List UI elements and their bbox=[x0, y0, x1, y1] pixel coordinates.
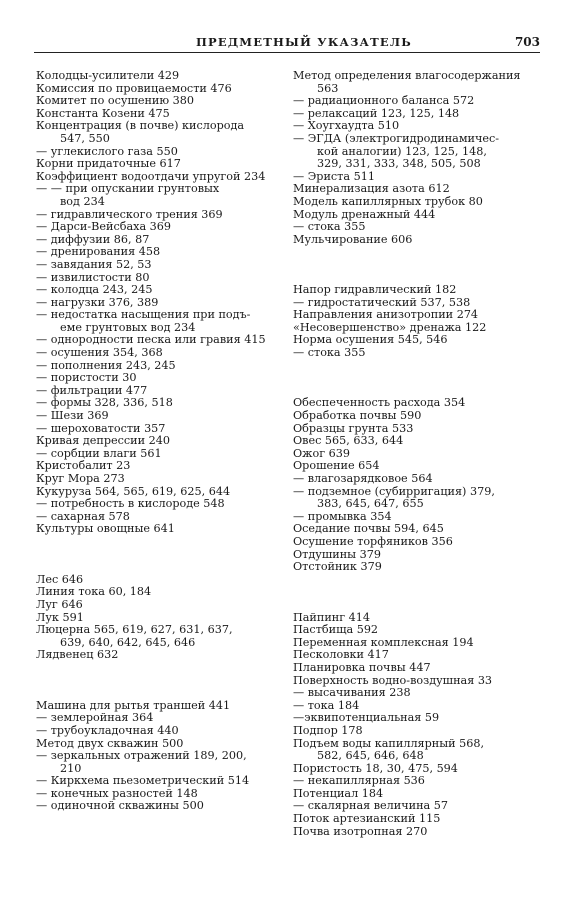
index-entry: — фильтрации 477 bbox=[36, 383, 148, 397]
index-entry: Пористость 18, 30, 475, 594 bbox=[293, 761, 458, 775]
index-entry: Пайпинг 414 bbox=[293, 610, 371, 624]
index-entry: — пористости 30 bbox=[36, 371, 137, 385]
index-column-left bbox=[36, 70, 276, 813]
section-gap bbox=[36, 662, 276, 700]
index-entry: Комиссия по провицаемости 476 bbox=[36, 81, 232, 95]
section-gap bbox=[36, 536, 276, 574]
index-entry: — — при опускании грунтовых bbox=[36, 182, 220, 196]
index-entry: — зеркальных отражений 189, 200, bbox=[36, 749, 247, 763]
index-entry-continuation: 639, 640, 642, 645, 646 bbox=[60, 635, 196, 649]
index-entry: — осушения 354, 368 bbox=[36, 346, 163, 360]
index-entry: Почва изотропная 270 bbox=[293, 824, 428, 838]
index-entry: Кривая депрессии 240 bbox=[36, 434, 170, 448]
index-entry: — ЭГДА (электрогидродинамичес- bbox=[293, 131, 500, 145]
index-entry: Образцы грунта 533 bbox=[293, 421, 414, 435]
index-entry: — стока 355 bbox=[293, 220, 366, 234]
index-entry: — колодца 243, 245 bbox=[36, 283, 153, 297]
index-entry: Комитет по осушению 380 bbox=[36, 94, 195, 108]
section-gap bbox=[293, 360, 541, 398]
index-entry: — извилистости 80 bbox=[36, 270, 150, 284]
index-entry: — формы 328, 336, 518 bbox=[36, 396, 173, 410]
index-entry: Концентрация (в почве) кислорода bbox=[36, 119, 245, 133]
index-entry: — влагозарядковое 564 bbox=[293, 472, 433, 486]
index-entry: Минерализация азота 612 bbox=[293, 182, 450, 196]
index-entry: — шероховатости 357 bbox=[36, 421, 166, 435]
index-entry: — скалярная величина 57 bbox=[293, 799, 448, 813]
index-entry: — промывка 354 bbox=[293, 509, 392, 523]
index-entry: Орошение 654 bbox=[293, 459, 380, 473]
index-entry: Машина для рытья траншей 441 bbox=[36, 698, 231, 712]
index-entry-continuation: еме грунтовых вод 234 bbox=[60, 320, 196, 334]
index-entry: Овес 565, 633, 644 bbox=[293, 434, 404, 448]
index-entry-continuation: вод 234 bbox=[60, 194, 105, 208]
index-entry: — некапиллярная 536 bbox=[293, 774, 425, 788]
index-entry: — Дарси-Вейсбаха 369 bbox=[36, 220, 172, 234]
index-entry: — завядания 52, 53 bbox=[36, 257, 152, 271]
index-entry: Отстойник 379 bbox=[293, 560, 382, 574]
index-entry: Кукуруза 564, 565, 619, 625, 644 bbox=[36, 484, 231, 498]
index-entry: — радиационного баланса 572 bbox=[293, 94, 475, 108]
index-entry: — Киркхема пьезометрический 514 bbox=[36, 774, 250, 788]
index-entry: — подземное (субирригация) 379, bbox=[293, 484, 495, 498]
index-entry: Лук 591 bbox=[36, 610, 84, 624]
index-entry: Поток артезианский 115 bbox=[293, 812, 441, 826]
index-entry: Напор гидравлический 182 bbox=[293, 283, 457, 297]
index-entry: —эквипотенциальная 59 bbox=[293, 711, 440, 725]
index-entry: — пополнения 243, 245 bbox=[36, 358, 176, 372]
index-entry: Переменная комплексная 194 bbox=[293, 635, 474, 649]
index-entry: — Хоугхаудта 510 bbox=[293, 119, 400, 133]
index-entry: — конечных разностей 148 bbox=[36, 786, 198, 800]
index-entry: — гидростатический 537, 538 bbox=[293, 295, 471, 309]
index-entry: — однородности песка или гравия 415 bbox=[36, 333, 266, 347]
index-entry-continuation: 383, 645, 647, 655 bbox=[317, 497, 424, 511]
index-entry: — Эриста 511 bbox=[293, 169, 375, 183]
index-entry: — высачивания 238 bbox=[293, 686, 411, 700]
index-entry: Модель капиллярных трубок 80 bbox=[293, 194, 483, 208]
index-entry-continuation: 329, 331, 333, 348, 505, 508 bbox=[317, 157, 481, 171]
section-gap bbox=[293, 574, 541, 612]
page-header-title: ПРЕДМЕТНЫЙ УКАЗАТЕЛЬ bbox=[196, 35, 412, 49]
index-entry: — дренирования 458 bbox=[36, 245, 161, 259]
index-entry: Направления анизотропии 274 bbox=[293, 308, 479, 322]
index-entry: Потенциал 184 bbox=[293, 786, 384, 800]
index-entry: — Шези 369 bbox=[36, 409, 109, 423]
index-entry: Пастбища 592 bbox=[293, 623, 379, 637]
index-entry: — стока 355 bbox=[293, 346, 366, 360]
index-entry: Культуры овощные 641 bbox=[36, 522, 175, 536]
index-entry: Корни придаточные 617 bbox=[36, 157, 181, 171]
index-entry: — потребность в кислороде 548 bbox=[36, 497, 225, 511]
index-entry: Обработка почвы 590 bbox=[293, 409, 422, 423]
index-entry: Планировка почвы 447 bbox=[293, 660, 431, 674]
index-entry: Мульчирование 606 bbox=[293, 232, 413, 246]
index-entry: Ожог 639 bbox=[293, 446, 350, 460]
index-entry: Подпор 178 bbox=[293, 723, 363, 737]
index-entry: Метод определения влагосодержания bbox=[293, 69, 521, 82]
index-entry: Подъем воды капиллярный 568, bbox=[293, 736, 485, 750]
index-entry: Кристобалит 23 bbox=[36, 459, 131, 473]
running-header bbox=[34, 32, 540, 53]
index-entry: Метод двух скважин 500 bbox=[36, 736, 184, 750]
index-entry: Оседание почвы 594, 645 bbox=[293, 522, 444, 536]
index-entry: Коэффициент водоотдачи упругой 234 bbox=[36, 169, 266, 183]
index-entry-continuation: 563 bbox=[317, 81, 339, 95]
index-entry: — диффузии 86, 87 bbox=[36, 232, 150, 246]
index-entry-continuation: кой аналогии) 123, 125, 148, bbox=[317, 144, 487, 158]
index-entry: — релаксаций 123, 125, 148 bbox=[293, 106, 460, 120]
index-entry: — углекислого газа 550 bbox=[36, 144, 178, 158]
index-entry-continuation: 547, 550 bbox=[60, 131, 110, 145]
index-entry: — нагрузки 376, 389 bbox=[36, 295, 159, 309]
index-entry: Линия тока 60, 184 bbox=[36, 585, 152, 599]
index-entry: Луг 646 bbox=[36, 597, 83, 611]
index-entry: Круг Мора 273 bbox=[36, 472, 125, 485]
index-entry: — сахарная 578 bbox=[36, 509, 130, 523]
page-number: 703 bbox=[514, 35, 540, 49]
index-entry: Лес 646 bbox=[36, 572, 84, 586]
index-entry: — трубоукладочная 440 bbox=[36, 723, 179, 737]
index-entry: Колодцы-усилители 429 bbox=[36, 69, 180, 82]
index-entry: — сорбции влаги 561 bbox=[36, 446, 162, 460]
index-entry: Поверхность водно-воздушная 33 bbox=[293, 673, 493, 687]
index-column-right bbox=[293, 70, 541, 838]
index-entry-continuation: 582, 645, 646, 648 bbox=[317, 749, 424, 763]
index-entry: «Несовершенство» дренажа 122 bbox=[293, 320, 487, 334]
index-entry: Лядвенец 632 bbox=[36, 648, 119, 662]
index-entry: Отдушины 379 bbox=[293, 547, 381, 561]
index-entry: Константа Козени 475 bbox=[36, 106, 170, 120]
index-entry: Обеспеченность расхода 354 bbox=[293, 396, 466, 410]
section-gap bbox=[293, 246, 541, 284]
index-entry: Люцерна 565, 619, 627, 631, 637, bbox=[36, 623, 233, 637]
index-entry-continuation: 210 bbox=[60, 761, 82, 775]
index-entry: — тока 184 bbox=[293, 698, 360, 712]
index-entry: — одиночной скважины 500 bbox=[36, 799, 204, 813]
index-entry: Норма осушения 545, 546 bbox=[293, 333, 448, 347]
index-entry: — землеройная 364 bbox=[36, 711, 154, 725]
index-entry: — недостатка насыщения при подъ- bbox=[36, 308, 251, 322]
index-entry: Песколовки 417 bbox=[293, 648, 389, 662]
index-entry: Модуль дренажный 444 bbox=[293, 207, 436, 221]
index-entry: Осушение торфяников 356 bbox=[293, 535, 453, 548]
index-entry: — гидравлического трения 369 bbox=[36, 207, 223, 221]
